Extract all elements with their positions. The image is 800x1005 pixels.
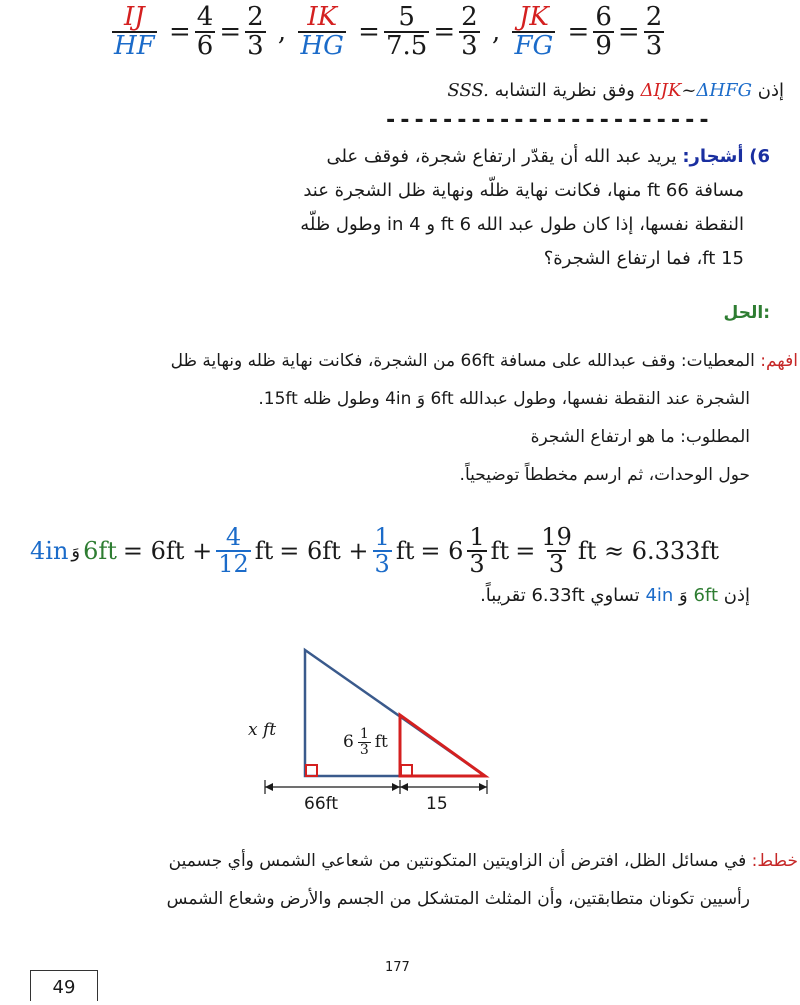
understand-label: افهم: bbox=[760, 351, 798, 371]
shadow-label: 15 bbox=[426, 794, 448, 814]
ratio-ik-hg: $\frac{IK}{HG}$ bbox=[300, 1, 344, 61]
arrow-head bbox=[392, 783, 400, 791]
problem-number: 6) bbox=[749, 146, 770, 167]
arrow-head bbox=[479, 783, 487, 791]
solution-heading: الحل: bbox=[723, 303, 770, 323]
ratio-jk-fg: $\frac{JK}{FG}$ bbox=[514, 1, 554, 61]
similarity-conclusion: إذن ΔIJK~ΔHFG وفق نظرية التشابه SSS. bbox=[447, 80, 784, 101]
conversion-result: إذن 6ft وَ 4in تساوي 6.33ft تقريباً. bbox=[480, 585, 750, 606]
problem-statement: 6) أشجار: يريد عبد الله أن يقدّر ارتفاع شجرة، فوقف على مسافة 66 ft منها، فكانت نهاية ظلّه ونهاية ظل الشجرة عند النقطة نفسها، إذا كان طول عبد الله 6 ft و 4 in وطول ظلّه 15 ft، فما ارتفاع الشجرة؟ bbox=[300, 146, 770, 269]
right-angle-marker bbox=[401, 765, 412, 776]
person-height-label: 6 $\frac{1}{3}$ ft bbox=[343, 726, 388, 758]
ratio-ij-hf bbox=[112, 1, 157, 61]
page-box: 49 bbox=[30, 970, 98, 1001]
unit-conversion: 4in وَ 6ft = 6ft + $\frac{4}{12}$ ft = 6ft + $\frac{1}{3}$ ft = 6 $\frac{1}{3}$ ft = $\frac{19}{3}$ ft ≈ 6.333ft bbox=[30, 522, 719, 578]
understand-section: افهم: المعطيات: وقف عبدالله على مسافة 66ft من الشجرة، فكانت نهاية ظله ونهاية ظل الشجرة عند النقطة نفسها، وطول عبدالله 6ft وَ 4in وطول ظله 15ft. المطلوب: ما هو ارتفاع الشجرة حول الوحدات، ثم ارسم مخططاً توضيحياً. bbox=[170, 351, 798, 485]
distance-label: 66ft bbox=[304, 794, 338, 814]
arrow-head bbox=[265, 783, 273, 791]
right-angle-marker bbox=[306, 765, 317, 776]
tree-height-label: x ft bbox=[248, 720, 277, 740]
arrow-head bbox=[400, 783, 408, 791]
tree-shadow-diagram bbox=[240, 640, 510, 830]
plan-section: خطط: في مسائل الظل، افترض أن الزاويتين المتكونتين من شعاعي الشمس وأي جسمين رأسيين تكونان متطابقتين، وأن المثلث المتشكل من الجسم والأرض وشعاع الشمس bbox=[166, 851, 798, 909]
plan-label: خطط: bbox=[751, 851, 798, 871]
ratios-line: $\frac{IJ}{HF}$ = $\frac{4}{6}$ = $\frac{2}{3}$ , $\frac{IK}{HG}$ = $\frac{5}{7.5}$ = $\frac{2}{3}$ , $\frac{JK}{FG}$ = $\frac{6}{9}$ = $\frac{2}{3}$ bbox=[114, 1, 663, 61]
ratio-numerator: IJ bbox=[124, 1, 145, 32]
problem-title: أشجار: bbox=[682, 146, 744, 167]
ratio-denominator: HF bbox=[114, 31, 155, 61]
separator: ----------------------- bbox=[384, 108, 712, 133]
page-number: 177 bbox=[385, 960, 410, 975]
